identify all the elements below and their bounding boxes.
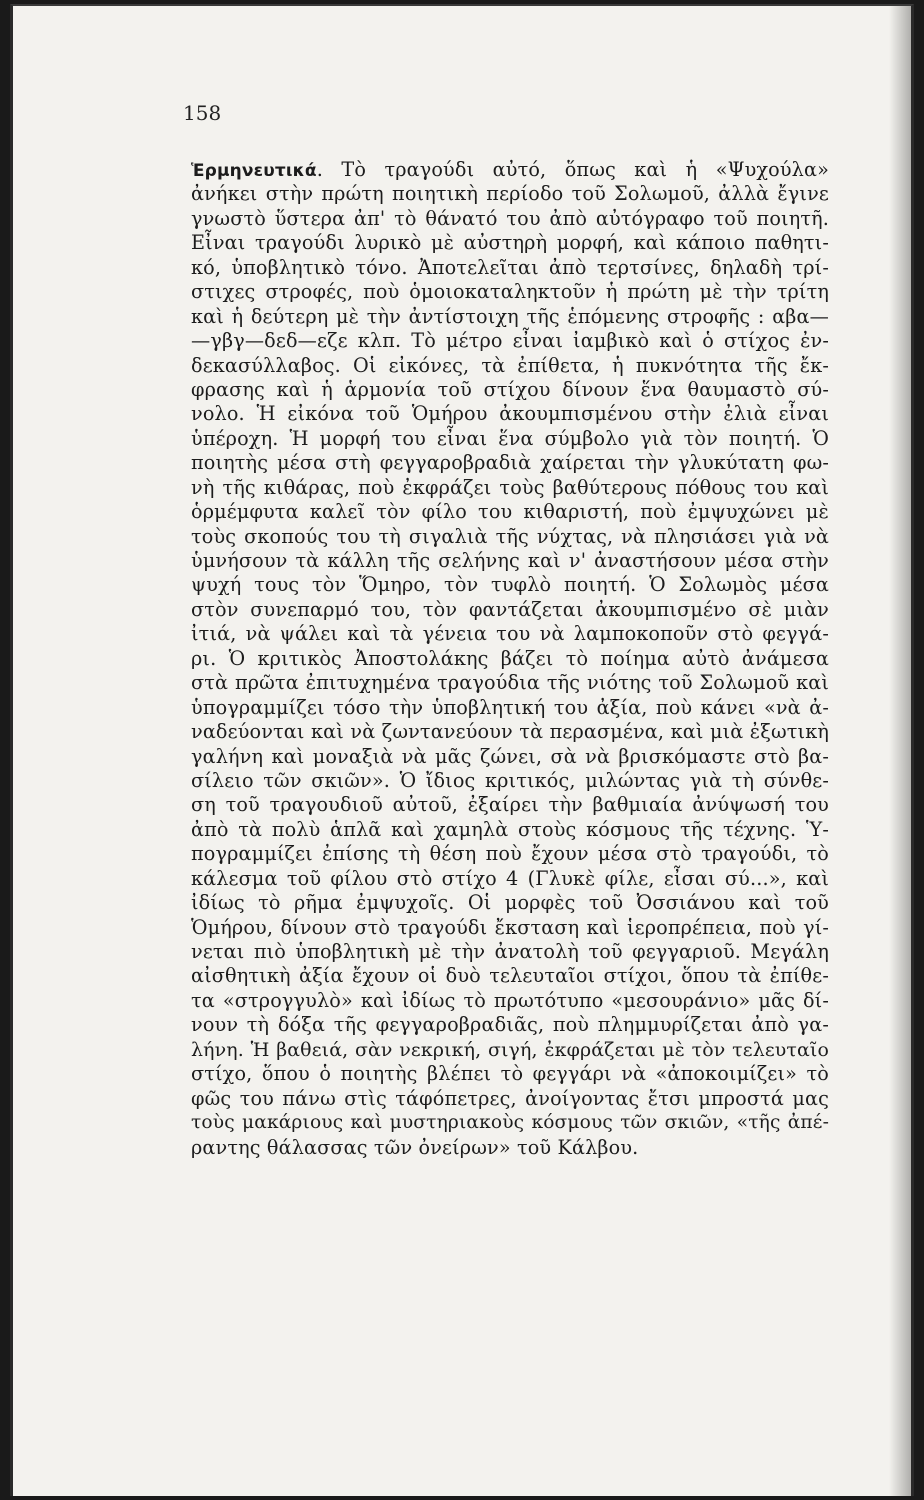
text-line: φρασης καὶ ἡ ἁρμονία τοῦ στίχου δίνουν ἕνα θαυμαστὸ σύ- — [191, 377, 829, 401]
text-line: νεται πιὸ ὑποβλητικὴ μὲ τὴν ἀνατολὴ τοῦ φεγγαριοῦ. Μεγάλη — [191, 940, 829, 963]
text-line: καὶ ἡ δεύτερη μὲ τὴν ἀντίστοιχη τῆς ἑπόμενης στροφῆς : αβα— — [191, 304, 829, 328]
text-line: κάλεσμα τοῦ φίλου στὸ στίχο 4 (Γλυκὲ φίλε, εἶσαι σύ...», καὶ — [191, 866, 829, 890]
text-line: κό, ὑποβλητικὸ τόνο. Ἀποτελεῖται ἀπὸ τερτσίνες, δηλαδὴ τρί- — [191, 255, 829, 279]
text-line: γαλήνη καὶ μοναξιὰ νὰ μᾶς ζώνει, σὰ νὰ βρισκόμαστε στὸ βα- — [191, 744, 829, 768]
text-line: γνωστὸ ὕστερα ἀπ' τὸ θάνατό του ἀπὸ αὐτόγραφο τοῦ ποιητῆ. — [191, 206, 829, 230]
text-line: νουν τὴ δόξα τῆς φεγγαροβραδιᾶς, ποὺ πλημμυρίζεται ἀπὸ γα- — [191, 1013, 829, 1037]
text-line: στιχες στροφές, ποὺ ὁμοιοκαταληκτοῦν ἡ πρώτη μὲ τὴν τρίτη — [191, 280, 829, 304]
text-line: ση τοῦ τραγουδιοῦ αὐτοῦ, ἐξαίρει τὴν βαθμιαία ἀνύψωσή του — [191, 793, 829, 817]
text-line: νολο. Ἡ εἰκόνα τοῦ Ὁμήρου ἀκουμπισμένου στὴν ἐλιὰ εἶναι — [191, 402, 829, 426]
page-number: 158 — [183, 101, 222, 125]
text-line: σίλειο τῶν σκιῶν». Ὁ ἴδιος κριτικός, μιλώντας γιὰ τὴ σύνθε- — [191, 768, 829, 792]
text-line: στίχο, ὅπου ὁ ποιητὴς βλέπει τὸ φεγγάρι νὰ «ἀποκοιμίζει» τὸ — [191, 1062, 829, 1086]
commentary-text — [191, 158, 829, 1160]
text-line: ρι. Ὁ κριτικὸς Ἀποστολάκης βάζει τὸ ποίημα αὐτὸ ἀνάμεσα — [191, 646, 829, 670]
text-line: ὑμνήσουν τὰ κάλλη τῆς σελήνης καὶ ν' ἀναστήσουν μέσα στὴν — [191, 549, 829, 572]
text-line: ὑπογραμμίζει τόσο τὴν ὑποβλητική του ἀξία, ποὺ κάνει «νὰ ἀ- — [191, 695, 829, 719]
text-line: δεκασύλλαβος. Οἱ εἰκόνες, τὰ ἐπίθετα, ἡ πυκνότητα τῆς ἔκ- — [191, 353, 829, 377]
text-line: ποιητὴς μέσα στὴ φεγγαροβραδιὰ χαίρεται τὴν γλυκύτατη φω- — [191, 451, 829, 475]
text-line: Ἑρμηνευτικά. Τὸ τραγούδι αὐτό, ὅπως καὶ ἡ «Ψυχούλα» — [191, 158, 829, 181]
text-line: Ὁμήρου, δίνουν στὸ τραγούδι ἔκσταση καὶ ἱεροπρέπεια, ποὺ γί- — [191, 915, 829, 939]
text-line: ἰδίως τὸ ρῆμα ἐμψυχοῖς. Οἱ μορφὲς τοῦ Ὀσσιάνου καὶ τοῦ — [191, 891, 829, 915]
page-edge-shadow — [889, 6, 911, 1496]
text-line: νὴ τῆς κιθάρας, ποὺ ἐκφράζει τοὺς βαθύτερους πόθους του καὶ — [191, 475, 829, 499]
text-line: πογραμμίζει ἐπίσης τὴ θέση ποὺ ἔχουν μέσα στὸ τραγούδι, τὸ — [191, 842, 829, 866]
text-line: ὁρμέμφυτα καλεῖ τὸν φίλο του κιθαριστή, ποὺ ἐμψυχώνει μὲ — [191, 500, 829, 524]
text-line: τοὺς σκοπούς του τὴ σιγαλιὰ τῆς νύχτας, νὰ πλησιάσει γιὰ νὰ — [191, 524, 829, 548]
text-line: Εἶναι τραγούδι λυρικὸ μὲ αὐστηρὴ μορφή, καὶ κάποιο παθητι- — [191, 231, 829, 255]
text-line: ναδεύονται καὶ νὰ ζωντανεύουν τὰ περασμένα, καὶ μιὰ ἐξωτικὴ — [191, 720, 829, 744]
text-line: αἰσθητικὴ ἀξία ἔχουν οἱ δυὸ τελευταῖοι στίχοι, ὅπου τὰ ἐπίθε- — [191, 964, 829, 988]
text-line: ραντης θάλασσας τῶν ὀνείρων» τοῦ Κάλβου. — [191, 1135, 639, 1159]
text-line: ὑπέροχη. Ἡ μορφή του εἶναι ἕνα σύμβολο γιὰ τὸν ποιητή. Ὁ — [191, 426, 829, 450]
text-line: τα «στρογγυλὸ» καὶ ἰδίως τὸ πρωτότυπο «μεσουράνιο» μᾶς δί- — [191, 988, 829, 1012]
book-page — [10, 4, 914, 1496]
section-heading: Ἑρμηνευτικά — [191, 161, 317, 181]
text-line: φῶς του πάνω στὶς τάφόπετρες, ἀνοίγοντας ἔτσι μπροστά μας — [191, 1086, 829, 1110]
text-line: ἰτιά, νὰ ψάλει καὶ τὰ γένεια του νὰ λαμποκοποῦν στὸ φεγγά- — [191, 622, 829, 646]
text-line: λήνη. Ἡ βαθειά, σὰν νεκρική, σιγή, ἐκφράζεται μὲ τὸν τελευταῖο — [191, 1038, 829, 1061]
text-line: —γβγ—δεδ—εζε κλπ. Τὸ μέτρο εἶναι ἰαμβικὸ καὶ ὁ στίχος ἐν- — [191, 329, 829, 353]
text-line: στὸν συνεπαρμό του, τὸν φαντάζεται ἀκουμπισμένο σὲ μιὰν — [191, 597, 829, 621]
text-line: ψυχή τους τὸν Ὅμηρο, τὸν τυφλὸ ποιητή. Ὁ Σολωμὸς μέσα — [191, 573, 829, 597]
text-line: ἀπὸ τὰ πολὺ ἁπλᾶ καὶ χαμηλὰ στοὺς κόσμους τῆς τέχνης. Ὑ- — [191, 817, 829, 841]
text-line: ἀνήκει στὴν πρώτη ποιητικὴ περίοδο τοῦ Σολωμοῦ, ἀλλὰ ἔγινε — [191, 182, 829, 206]
text-line: τοὺς μακάριους καὶ μυστηριακοὺς κόσμους τῶν σκιῶν, «τῆς ἀπέ- — [191, 1112, 829, 1134]
text-line: στὰ πρῶτα ἐπιτυχημένα τραγούδια τῆς νιότης τοῦ Σολωμοῦ καὶ — [191, 671, 829, 695]
